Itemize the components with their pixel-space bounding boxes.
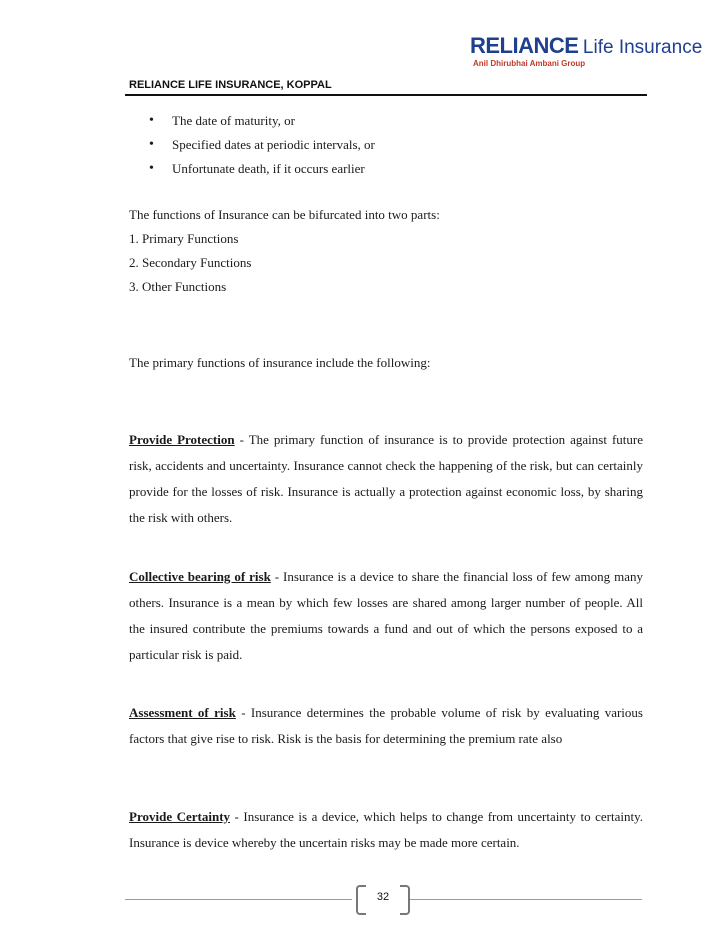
page-number-bracket-right (400, 885, 410, 915)
section-text: - The primary function of insurance is to provide protection against future risk, accidents and uncertainty. Insurance cannot check the happening of the risk, but can certainly provide for the losses of risk. Insurance is actually a protection against economic loss, by sharing the risk with others. (129, 432, 644, 525)
bullet-item: • Unfortunate death, if it occurs earlier (129, 157, 643, 181)
function-item: 3. Other Functions (129, 279, 227, 294)
section-paragraph (129, 700, 643, 752)
bullet-list (129, 109, 643, 181)
logo-wordmark (470, 33, 702, 59)
company-logo (470, 33, 703, 73)
header-rule (125, 94, 647, 96)
logo-tagline: Life Insurance (582, 37, 703, 58)
bullet-item: • The date of maturity, or (129, 109, 643, 133)
section-paragraph (129, 564, 643, 668)
section-term: Provide Certainty (129, 809, 231, 824)
section-text: - Insurance is a device to share the financial loss of few among many others. Insurance is a mean by which few losses are shared among larger number of people. All the insured contribute the premiums towards a fund and out of which the persons exposed to a particular risk is paid. (129, 569, 643, 662)
footer-rule-left (125, 899, 352, 900)
page-number: 32 (376, 891, 390, 903)
function-item: 2. Secondary Functions (129, 255, 252, 270)
section-term: Provide Protection (129, 432, 235, 447)
logo-subtitle: Anil Dhirubhai Ambani Group (473, 59, 586, 68)
section-text: - Insurance determines the probable volume of risk by evaluating various factors that give rise to risk. Risk is the basis for determining the premium rate also (129, 705, 643, 746)
intro-text: The functions of Insurance can be bifurcated into two parts: (129, 207, 440, 222)
logo-brand: RELIANCE (470, 33, 579, 58)
footer-rule-right (410, 899, 642, 900)
header-title: RELIANCE LIFE INSURANCE, KOPPAL (129, 79, 332, 91)
primary-intro: The primary functions of insurance include the following: (129, 355, 431, 370)
section-paragraph (129, 427, 643, 531)
section-term: Collective bearing of risk (129, 569, 271, 584)
function-item: 1. Primary Functions (129, 231, 239, 246)
section-term: Assessment of risk (129, 705, 236, 720)
page-content (129, 109, 643, 856)
bullet-item: • Specified dates at periodic intervals, or (129, 133, 643, 157)
page-number-bracket-left (356, 885, 366, 915)
section-text: - Insurance is a device, which helps to change from uncertainty to certainty. Insurance is device whereby the uncertain risks may be made more certain. (129, 809, 643, 850)
section-paragraph (129, 804, 643, 856)
